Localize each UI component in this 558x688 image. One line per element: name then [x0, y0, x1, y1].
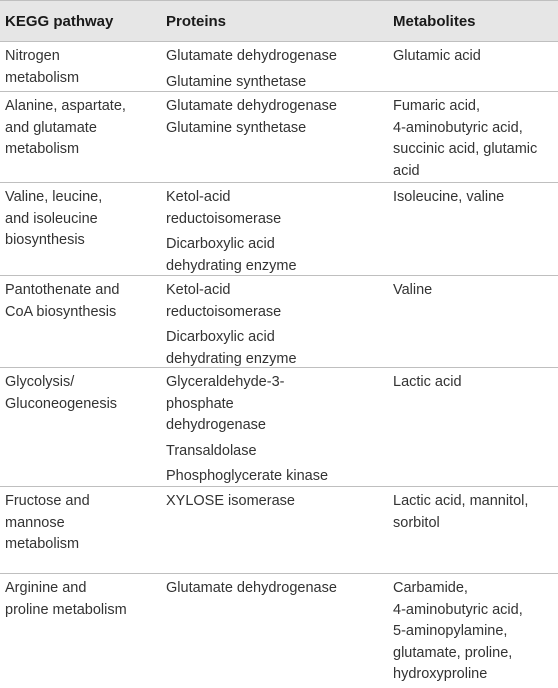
protein-item: Transaldolase — [166, 442, 257, 459]
header-kegg-pathway: KEGG pathway — [5, 12, 114, 30]
protein-item: Dicarboxylic acid dehydrating enzyme — [166, 329, 297, 367]
protein-item: Glutamate dehydrogenase Glutamine synthetase — [166, 98, 337, 136]
proteins-cell — [166, 96, 393, 178]
metabolites-cell: Glutamic acid — [393, 48, 481, 64]
metabolites-cell: Lactic acid — [393, 374, 462, 390]
table-header — [0, 1, 558, 42]
metabolites-cell: Valine — [393, 282, 433, 298]
pathway-cell: Nitrogen metabolism — [5, 48, 80, 86]
pathway-cell: Alanine, aspartate, and glutamate metabolism — [5, 98, 126, 157]
protein-item: Ketol-acid reductoisomerase — [166, 189, 282, 227]
protein-item: Glutamate dehydrogenase — [166, 48, 337, 64]
header-metabolites: Metabolites — [393, 12, 476, 30]
pathway-cell: Glycolysis/ Gluconeogenesis — [5, 374, 118, 412]
proteins-cell — [166, 491, 393, 569]
table-row — [0, 42, 558, 92]
header-proteins: Proteins — [166, 12, 227, 30]
protein-item: Glutamate dehydrogenase — [166, 580, 337, 596]
protein-item: Ketol-acid reductoisomerase — [166, 282, 282, 320]
table-row — [0, 183, 558, 276]
table-row — [0, 92, 558, 183]
protein-item: XYLOSE isomerase — [166, 493, 295, 509]
protein-item: Glutamine synthetase — [166, 73, 307, 90]
table-row — [0, 276, 558, 368]
table-row — [0, 487, 558, 574]
protein-item: Dicarboxylic acid dehydrating enzyme — [166, 236, 297, 274]
metabolites-cell: Fumaric acid, 4-aminobutyric acid, succinic acid, glutamic acid — [393, 98, 538, 179]
table-row — [0, 368, 558, 487]
pathway-cell: Valine, leucine, and isoleucine biosynthesis — [5, 189, 103, 248]
pathway-cell: Pantothenate and CoA biosynthesis — [5, 282, 120, 320]
protein-item: Phosphoglycerate kinase — [166, 468, 329, 484]
proteins-cell — [166, 46, 393, 90]
metabolites-cell: Isoleucine, valine — [393, 189, 505, 205]
proteins-cell — [166, 372, 393, 482]
proteins-cell — [166, 280, 393, 367]
proteins-cell — [166, 578, 393, 684]
metabolites-cell: Lactic acid, mannitol, sorbitol — [393, 493, 529, 531]
proteins-cell — [166, 187, 393, 274]
protein-item: Glyceraldehyde-3- phosphate dehydrogenase — [166, 374, 285, 433]
pathway-cell: Arginine and proline metabolism — [5, 580, 127, 618]
pathway-cell: Fructose and mannose metabolism — [5, 493, 90, 552]
metabolites-cell: Carbamide, 4-aminobutyric acid, 5-aminopylamine, glutamate, proline, hydroxyproline — [393, 580, 523, 682]
table-row — [0, 574, 558, 688]
